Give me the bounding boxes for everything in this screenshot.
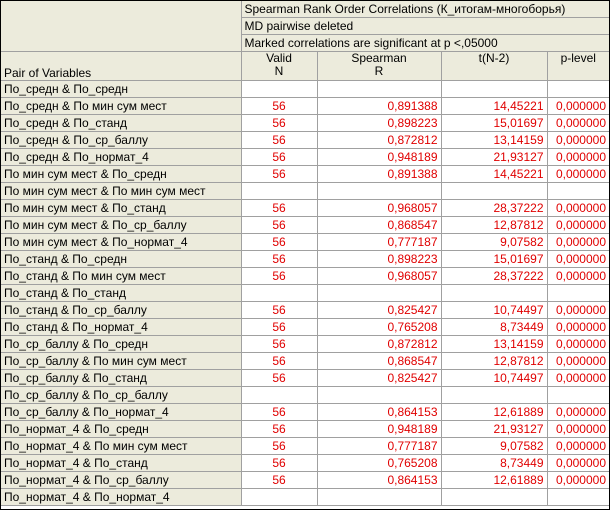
table-row [1,166,609,183]
t-value-cell[interactable]: 12,87812 [441,217,547,234]
valid-n-cell[interactable]: 56 [241,472,317,489]
t-value-cell[interactable]: 13,14159 [441,132,547,149]
header-corner [1,1,241,52]
table-row [1,319,609,336]
spearman-r-cell[interactable]: 0,825427 [317,370,441,387]
t-value-cell[interactable]: 12,61889 [441,472,547,489]
table-row [1,489,609,506]
table-row [1,404,609,421]
p-level-cell[interactable]: 0,000000 [547,217,609,234]
table-row [1,81,609,98]
t-value-cell[interactable]: 28,37222 [441,200,547,217]
spearman-r-cell[interactable]: 0,765208 [317,319,441,336]
spearman-r-cell[interactable] [317,285,441,302]
row-label-cell[interactable]: По_станд & По_средн [1,251,241,268]
title-line-2: MD pairwise deleted [241,18,609,35]
spearman-r-cell[interactable]: 0,898223 [317,251,441,268]
p-level-cell[interactable]: 0,000000 [547,336,609,353]
t-value-cell[interactable]: 12,61889 [441,404,547,421]
spearman-r-cell[interactable]: 0,825427 [317,302,441,319]
valid-n-cell[interactable]: 56 [241,149,317,166]
row-label-cell[interactable]: По_станд & По_станд [1,285,241,302]
table-row [1,217,609,234]
table-row [1,200,609,217]
row-label-cell[interactable]: По мин сум мест & По_средн [1,166,241,183]
spearman-r-cell[interactable] [317,387,441,404]
p-level-cell[interactable]: 0,000000 [547,132,609,149]
valid-n-cell[interactable]: 56 [241,132,317,149]
valid-n-cell[interactable]: 56 [241,353,317,370]
p-level-cell[interactable]: 0,000000 [547,200,609,217]
valid-n-cell[interactable] [241,489,317,506]
table-row [1,472,609,489]
p-level-cell[interactable] [547,183,609,200]
row-label-cell[interactable]: По мин сум мест & По_нормат_4 [1,234,241,251]
valid-n-cell[interactable]: 56 [241,268,317,285]
p-header-label: p-level [560,51,596,65]
p-level-cell[interactable]: 0,000000 [547,438,609,455]
p-level-cell[interactable]: 0,000000 [547,166,609,183]
spearman-header-line-1: Spearman [351,51,407,65]
p-level-cell[interactable]: 0,000000 [547,268,609,285]
p-level-cell[interactable]: 0,000000 [547,149,609,166]
t-value-cell[interactable]: 10,74497 [441,302,547,319]
row-label-cell[interactable]: По_ср_баллу & По_нормат_4 [1,404,241,421]
t-value-cell[interactable] [441,81,547,98]
t-value-cell[interactable] [441,183,547,200]
valid-n-cell[interactable]: 56 [241,438,317,455]
p-level-cell[interactable]: 0,000000 [547,98,609,115]
p-level-cell[interactable]: 0,000000 [547,251,609,268]
row-label-cell[interactable]: По_средн & По_станд [1,115,241,132]
table-row [1,251,609,268]
valid-n-cell[interactable]: 56 [241,200,317,217]
row-label-cell[interactable]: По_средн & По мин сум мест [1,98,241,115]
spearman-r-cell[interactable]: 0,864153 [317,404,441,421]
pair-header-label: Pair of Variables [4,66,92,80]
row-label-cell[interactable]: По_станд & По мин сум мест [1,268,241,285]
column-header-spearman-r[interactable] [317,52,441,81]
p-level-cell[interactable]: 0,000000 [547,404,609,421]
valid-n-cell[interactable]: 56 [241,217,317,234]
t-value-cell[interactable]: 21,93127 [441,421,547,438]
row-label-cell[interactable]: По_нормат_4 & По_станд [1,455,241,472]
row-label-cell[interactable]: По_нормат_4 & По_средн [1,421,241,438]
p-level-cell[interactable]: 0,000000 [547,455,609,472]
table-row [1,268,609,285]
table-row [1,115,609,132]
t-value-cell[interactable] [441,285,547,302]
spearman-r-cell[interactable]: 0,948189 [317,421,441,438]
p-level-cell[interactable]: 0,000000 [547,302,609,319]
row-label-cell[interactable]: По_нормат_4 & По_ср_баллу [1,472,241,489]
spearman-r-cell[interactable] [317,183,441,200]
valid-n-cell[interactable]: 56 [241,421,317,438]
spearman-r-cell[interactable]: 0,777187 [317,438,441,455]
table-row [1,132,609,149]
table-row [1,336,609,353]
t-value-cell[interactable]: 8,73449 [441,319,547,336]
spearman-r-cell[interactable]: 0,872812 [317,132,441,149]
valid-n-cell[interactable] [241,387,317,404]
table-row [1,234,609,251]
table-row [1,183,609,200]
column-header-p-level[interactable] [547,52,609,81]
t-value-cell[interactable] [441,387,547,404]
row-label-cell[interactable]: По_ср_баллу & По_станд [1,370,241,387]
t-header-label: t(N-2) [478,51,510,65]
valid-n-cell[interactable] [241,81,317,98]
spearman-r-cell[interactable] [317,81,441,98]
p-level-cell[interactable] [547,81,609,98]
valid-header-line-1: Valid [266,51,292,65]
row-label-cell[interactable]: По_ср_баллу & По_ср_баллу [1,387,241,404]
spearman-r-cell[interactable]: 0,948189 [317,149,441,166]
table-row [1,302,609,319]
row-label-cell[interactable]: По_нормат_4 & По_нормат_4 [1,489,241,506]
valid-n-cell[interactable]: 56 [241,336,317,353]
table-row [1,438,609,455]
table-row [1,387,609,404]
valid-n-cell[interactable]: 56 [241,404,317,421]
row-label-cell[interactable]: По_ср_баллу & По мин сум мест [1,353,241,370]
table-row [1,370,609,387]
title-line-1: Spearman Rank Order Correlations (К_итогам-многоборья) [241,1,609,18]
valid-n-cell[interactable]: 56 [241,455,317,472]
p-level-cell[interactable]: 0,000000 [547,234,609,251]
t-value-cell[interactable]: 9,07582 [441,234,547,251]
spearman-r-cell[interactable]: 0,765208 [317,455,441,472]
valid-n-cell[interactable]: 56 [241,302,317,319]
p-level-cell[interactable]: 0,000000 [547,370,609,387]
title-line-3: Marked correlations are significant at p <,05000 [241,35,609,52]
spearman-r-cell[interactable] [317,489,441,506]
row-label-cell[interactable]: По_средн & По_нормат_4 [1,149,241,166]
t-value-cell[interactable]: 14,45221 [441,98,547,115]
correlation-table [1,1,609,506]
t-value-cell[interactable]: 14,45221 [441,166,547,183]
spearman-r-cell[interactable]: 0,891388 [317,98,441,115]
valid-n-cell[interactable] [241,285,317,302]
spearman-header-line-2: R [374,64,384,78]
valid-n-cell[interactable]: 56 [241,98,317,115]
valid-n-cell[interactable]: 56 [241,115,317,132]
valid-n-cell[interactable]: 56 [241,251,317,268]
row-label-cell[interactable]: По_нормат_4 & По мин сум мест [1,438,241,455]
p-level-cell[interactable]: 0,000000 [547,319,609,336]
p-level-cell[interactable]: 0,000000 [547,353,609,370]
spearman-r-cell[interactable]: 0,898223 [317,115,441,132]
p-level-cell[interactable] [547,387,609,404]
row-label-cell[interactable]: По мин сум мест & По мин сум мест [1,183,241,200]
t-value-cell[interactable]: 12,87812 [441,353,547,370]
spearman-r-cell[interactable]: 0,777187 [317,234,441,251]
valid-n-cell[interactable]: 56 [241,370,317,387]
table-row [1,421,609,438]
valid-header-line-2: N [274,64,284,78]
table-row [1,285,609,302]
valid-n-cell[interactable]: 56 [241,166,317,183]
t-value-cell[interactable] [441,489,547,506]
column-header-valid-n[interactable] [241,52,317,81]
spearman-r-cell[interactable]: 0,968057 [317,268,441,285]
t-value-cell[interactable]: 21,93127 [441,149,547,166]
column-header-t[interactable] [441,52,547,81]
spearman-r-cell[interactable]: 0,868547 [317,353,441,370]
spearman-r-cell[interactable]: 0,872812 [317,336,441,353]
row-label-cell[interactable]: По мин сум мест & По_ср_баллу [1,217,241,234]
p-level-cell[interactable]: 0,000000 [547,472,609,489]
valid-n-cell[interactable]: 56 [241,319,317,336]
row-label-cell[interactable]: По_станд & По_ср_баллу [1,302,241,319]
table-row [1,353,609,370]
spearman-r-cell[interactable]: 0,968057 [317,200,441,217]
table-row [1,98,609,115]
spearman-r-cell[interactable]: 0,868547 [317,217,441,234]
table-row [1,455,609,472]
p-level-cell[interactable]: 0,000000 [547,115,609,132]
valid-n-cell[interactable]: 56 [241,234,317,251]
spearman-r-cell[interactable]: 0,864153 [317,472,441,489]
p-level-cell[interactable] [547,489,609,506]
t-value-cell[interactable]: 15,01697 [441,251,547,268]
row-label-cell[interactable]: По_станд & По_нормат_4 [1,319,241,336]
t-value-cell[interactable]: 28,37222 [441,268,547,285]
row-label-cell[interactable]: По_средн & По_ср_баллу [1,132,241,149]
spearman-r-cell[interactable]: 0,891388 [317,166,441,183]
row-label-cell[interactable]: По_ср_баллу & По_средн [1,336,241,353]
table-row [1,149,609,166]
row-label-cell[interactable]: По_средн & По_средн [1,81,241,98]
t-value-cell[interactable]: 8,73449 [441,455,547,472]
column-header-pair[interactable] [1,52,241,81]
p-level-cell[interactable] [547,285,609,302]
t-value-cell[interactable]: 10,74497 [441,370,547,387]
valid-n-cell[interactable] [241,183,317,200]
t-value-cell[interactable]: 15,01697 [441,115,547,132]
row-label-cell[interactable]: По мин сум мест & По_станд [1,200,241,217]
t-value-cell[interactable]: 13,14159 [441,336,547,353]
t-value-cell[interactable]: 9,07582 [441,438,547,455]
p-level-cell[interactable]: 0,000000 [547,421,609,438]
